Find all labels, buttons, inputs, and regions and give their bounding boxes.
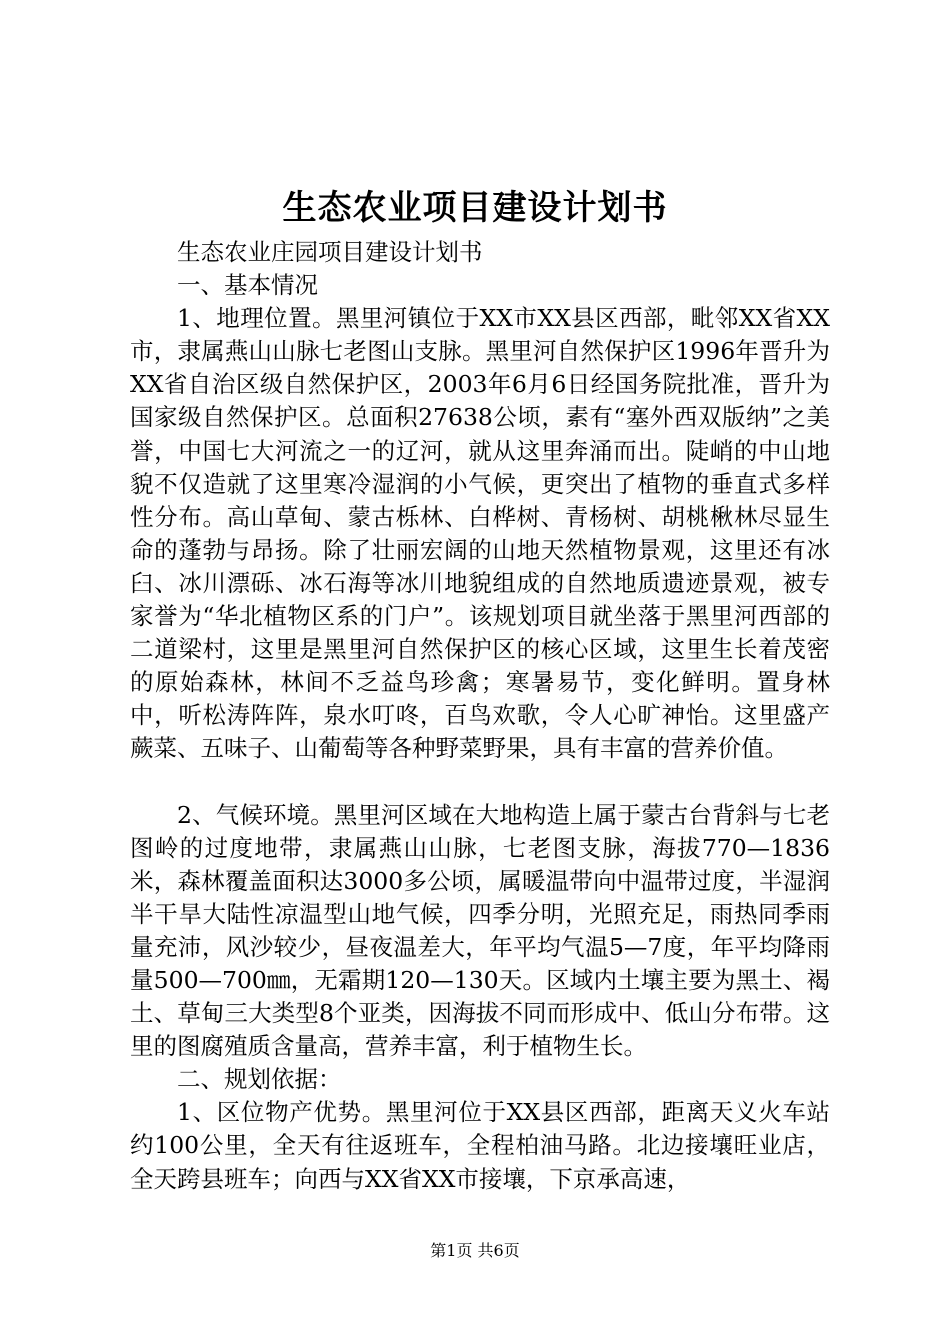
document-title: 生态农业项目建设计划书 — [282, 188, 668, 228]
document-body — [130, 236, 830, 1196]
paragraph-climate: 2、气候环境。黑里河区域在大地构造上属于蒙古台背斜与七老图岭的过度地带，隶属燕山山脉，七老图支脉，海拔770—1836米，森林覆盖面积达3000多公顷，属暖温带向中温带过度，半湿润半干旱大陆性凉温型山地气候，四季分明，光照充足，雨热同季雨量充沛，风沙较少，昼夜温差大，年平均气温5—7度，年平均降雨量500—700㎜，无霜期120—130天。区域内土壤主要为黑土、褐土、草甸三大类型8个亚类，因海拔不同而形成中、低山分布带。这里的图腐殖质含量高，营养丰富，利于植物生长。 — [130, 800, 830, 1061]
paragraph-section-heading-2: 二、规划依据： — [177, 1065, 342, 1094]
paragraph-section-heading-1: 一、基本情况 — [177, 271, 318, 300]
page-footer: 第1页 共6页 — [430, 1241, 520, 1260]
paragraph-location-advantage: 1、区位物产优势。黑里河位于XX县区西部，距离天义火车站约100公里，全天有往返班车，全程柏油马路。北边接壤旺业店，全天跨县班车；向西与XX省XX市接壤，下京承高速， — [130, 1098, 830, 1193]
paragraph-geography: 1、地理位置。黑里河镇位于XX市XX县区西部，毗邻XX省XX市，隶属燕山山脉七老图山支脉。黑里河自然保护区1996年晋升为XX省自治区级自然保护区，2003年6月6日经国务院批准，晋升为国家级自然保护区。总面积27638公顷，素有“塞外西双版纳”之美誉，中国七大河流之一的辽河，就从这里奔涌而出。陡峭的中山地貌不仅造就了这里寒冷湿润的小气候，更突出了植物的垂直式多样性分布。高山草甸、蒙古栎林、白桦树、青杨树、胡桃楸林尽显生命的蓬勃与昂扬。除了壮丽宏阔的山地天然植物景观，这里还有冰臼、冰川漂砾、冰石海等冰川地貌组成的自然地质遗迹景观，被专家誉为“华北植物区系的门户”。该规划项目就坐落于黑里河西部的二道梁村，这里是黑里河自然保护区的核心区域，这里生长着茂密的原始森林，林间不乏益鸟珍禽；寒暑易节，变化鲜明。置身林中，听松涛阵阵，泉水叮咚，百鸟欢歌，令人心旷神怡。这里盛产蕨菜、五味子、山葡萄等各种野菜野果，具有丰富的营养价值。 — [130, 304, 830, 763]
paragraph-subtitle: 生态农业庄园项目建设计划书 — [177, 238, 483, 266]
